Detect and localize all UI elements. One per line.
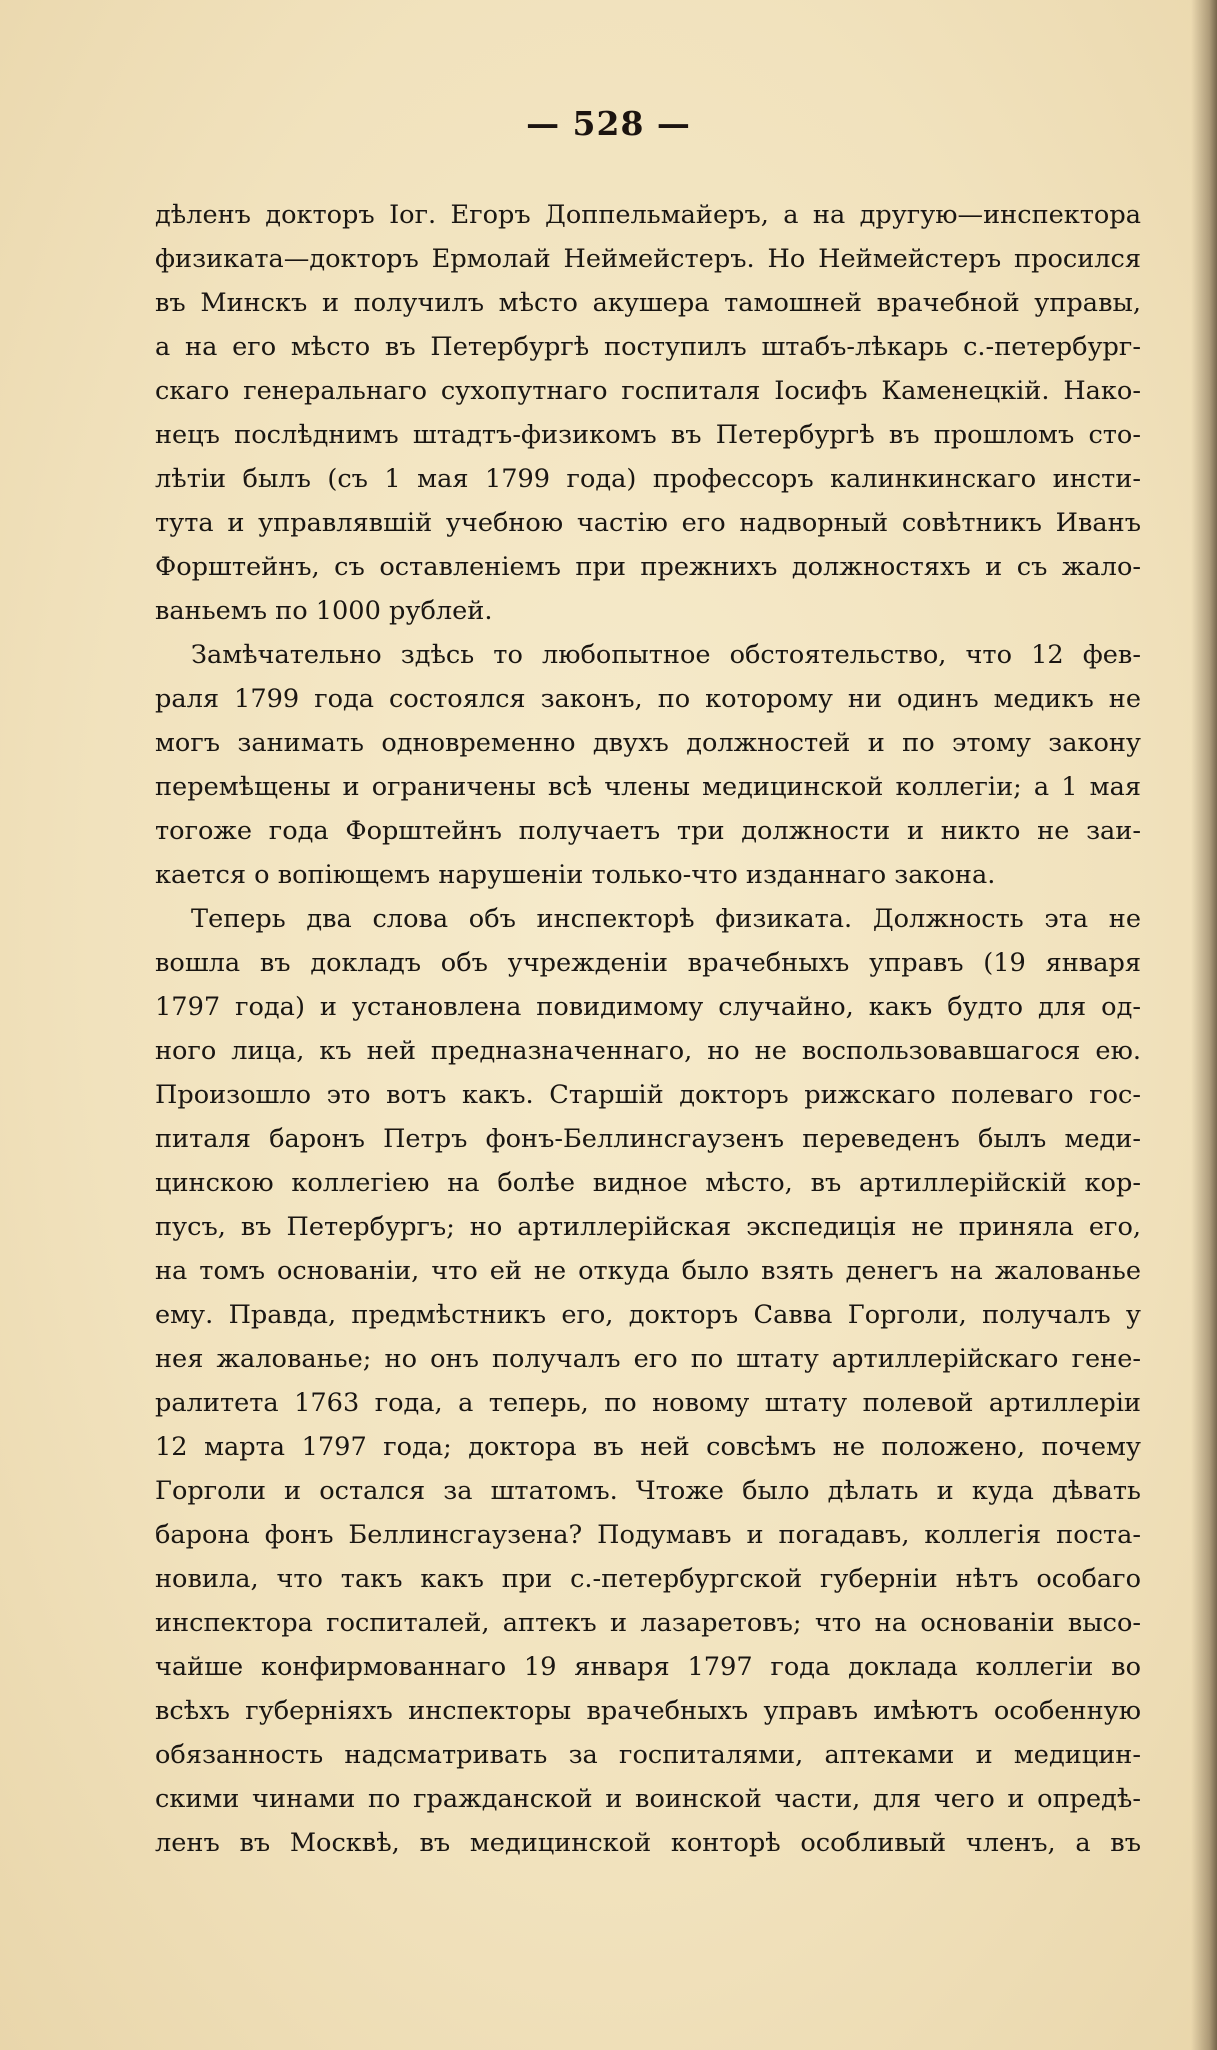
text-line: скаго генеральнаго сухопутнаго госпиталя Іосифъ Каменецкій. Нако- <box>155 376 1141 406</box>
text-line: ралитета 1763 года, а теперь, по новому штату полевой артиллеріи <box>155 1388 1141 1418</box>
text-line: лѣтіи былъ (съ 1 мая 1799 года) профессоръ калинкинскаго инсти- <box>155 464 1141 494</box>
text-line: цинскою коллегіею на болѣе видное мѣсто, въ артиллерійскій кор- <box>155 1168 1141 1198</box>
text-line: Форштейнъ, съ оставленіемъ при прежнихъ должностяхъ и съ жало- <box>155 552 1141 582</box>
text-line: всѣхъ губерніяхъ инспекторы врачебныхъ управъ имѣютъ особенную <box>155 1696 1141 1726</box>
text-line: 1797 года) и установлена повидимому случайно, какъ будто для од- <box>155 992 1141 1022</box>
text-line: раля 1799 года состоялся законъ, по которому ни одинъ медикъ не <box>155 684 1141 714</box>
text-line: чайше конфирмованнаго 19 января 1797 года доклада коллегіи во <box>155 1652 1141 1682</box>
text-line: физиката—докторъ Ермолай Неймейстеръ. Но Неймейстеръ просился <box>155 244 1141 274</box>
text-line: ему. Правда, предмѣстникъ его, докторъ Савва Горголи, получалъ у <box>155 1300 1141 1330</box>
text-line: въ Минскъ и получилъ мѣсто акушера тамошней врачебной управы, <box>155 288 1141 318</box>
text-line: новила, что такъ какъ при с.-петербургской губерніи нѣтъ особаго <box>155 1564 1141 1594</box>
text-line: Произошло это вотъ какъ. Старшій докторъ рижскаго полеваго гос- <box>155 1080 1141 1110</box>
text-line: обязанность надсматривать за госпиталями, аптеками и медицин- <box>155 1740 1141 1770</box>
text-line: барона фонъ Беллинсгаузена? Подумавъ и погадавъ, коллегія поста- <box>155 1520 1141 1550</box>
text-line: Горголи и остался за штатомъ. Чтоже было дѣлать и куда дѣвать <box>155 1476 1141 1506</box>
text-line: нецъ послѣднимъ штадтъ-физикомъ въ Петербургѣ въ прошломъ сто- <box>155 420 1141 450</box>
page-number: — 528 — <box>526 104 691 143</box>
text-line: инспектора госпиталей, аптекъ и лазаретовъ; что на основаніи высо- <box>155 1608 1141 1638</box>
text-line: нея жалованье; но онъ получалъ его по штату артиллерійскаго гене- <box>155 1344 1141 1374</box>
text-line: перемѣщены и ограничены всѣ члены медицинской коллегіи; а 1 мая <box>155 772 1141 802</box>
paragraph-start-line: Теперь два слова объ инспекторѣ физиката. Должность эта не <box>191 904 1141 934</box>
text-line: вошла въ докладъ объ учрежденіи врачебныхъ управъ (19 января <box>155 948 1141 978</box>
paragraph-start-line: Замѣчательно здѣсь то любопытное обстоятельство, что 12 фев- <box>191 640 1141 670</box>
text-line: ваньемъ по 1000 рублей. <box>155 596 493 626</box>
text-line: могъ занимать одновременно двухъ должностей и по этому закону <box>155 728 1141 758</box>
text-line: тогоже года Форштейнъ получаетъ три должности и никто не заи- <box>155 816 1141 846</box>
page-spine-shadow <box>1191 0 1217 2050</box>
text-line: скими чинами по гражданской и воинской части, для чего и опредѣ- <box>155 1784 1141 1814</box>
text-line: питаля баронъ Петръ фонъ-Беллинсгаузенъ переведенъ былъ меди- <box>155 1124 1141 1154</box>
text-line: ленъ въ Москвѣ, въ медицинской конторѣ особливый членъ, а въ <box>155 1828 1141 1858</box>
text-line: 12 марта 1797 года; доктора въ ней совсѣмъ не положено, почему <box>155 1432 1141 1462</box>
text-line: дѣленъ докторъ Іог. Егоръ Доппельмайеръ, а на другую—инспектора <box>155 200 1141 230</box>
text-line: ного лица, къ ней предназначеннаго, но не воспользовавшагося ею. <box>155 1036 1141 1066</box>
text-line: кается о вопіющемъ нарушеніи только-что изданнаго закона. <box>155 860 996 890</box>
text-line: тута и управлявшій учебною частію его надворный совѣтникъ Иванъ <box>155 508 1141 538</box>
text-line: а на его мѣсто въ Петербургѣ поступилъ штабъ-лѣкарь с.-петербург- <box>155 332 1141 362</box>
body-text <box>155 193 1141 1865</box>
text-line: на томъ основаніи, что ей не откуда было взять денегъ на жалованье <box>155 1256 1141 1286</box>
text-line: пусъ, въ Петербургъ; но артиллерійская экспедиція не приняла его, <box>155 1212 1141 1242</box>
